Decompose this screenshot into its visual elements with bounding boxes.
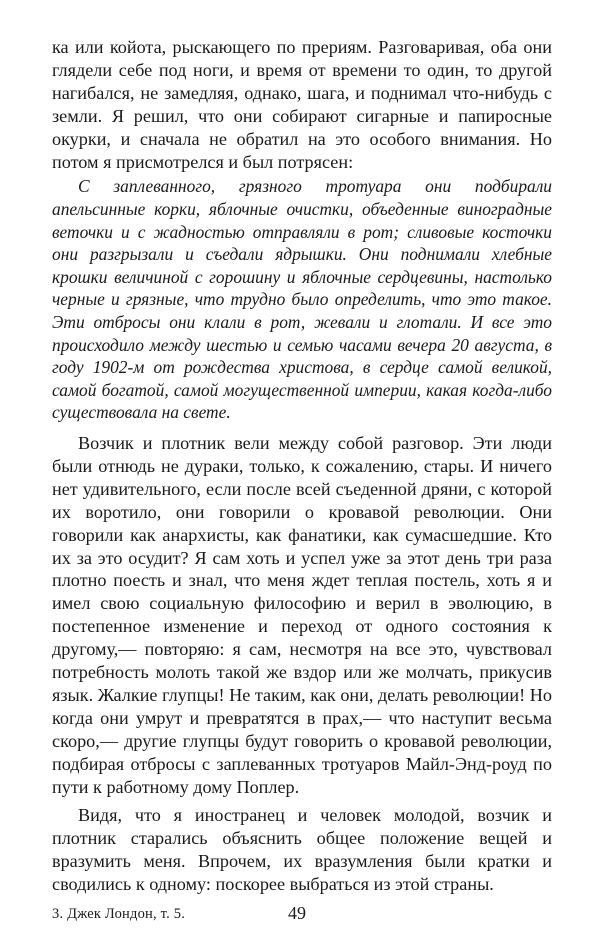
paragraph-carter-and-carpenter: Возчик и плотник вели между собой разговор. Эти люди были отнюдь не дураки, только, к сожалению, стары. И ничего нет удивительного, если после всей съеденной дряни, с которой их воротило, они говорили о кровавой революции. Они говорили как анархисты, как фанатики, как сумасшедшие. Кто их за это осудит? Я сам хоть и успел уже за этот день три раза плотно поесть и знал, что меня ждет теплая постель, хоть я и имел свою социальную философию и верил в эволюцию, в постепенное изменение и переход от одного состояния к другому,— повторяю: я сам, несмотря на все это, чувствовал потребность молоть такой же вздор или же молчать, прикусив язык. Жалкие глупцы! Не таким, как они, делать революции! Но когда они умрут и превратятся в прах,— что наступит весьма скоро,— другие глупцы будут говорить о кровавой революции, подбирая отбросы с заплеванных тротуаров Майл-Энд-роуд по пути к работному дому Поплер. xyxy=(52,432,552,797)
paragraph-italic-quote: С заплеванного, грязного тротуара они подбирали апельсинные корки, яблочные очистки, объеденные виноградные веточки и с жадностью отправляли в рот; сливовые косточки они разгрызали и съедали ядрышки. Они поднимали хлебные крошки величиной с горошину и яблочные сердцевины, настолько черные и грязные, что трудно было определить, что это такое. Эти отбросы они клали в рот, жевали и глотали. И все это происходило между шестью и семью часами вечера 20 августа, в году 1902-м от рождества христова, в сердце самой великой, самой богатой, самой могущественной империи, какая когда-либо существовала на свете. xyxy=(52,176,552,423)
page-number: 49 xyxy=(288,903,306,923)
paragraph-opening-continuation: ка или койота, рыскающего по прериям. Разговаривая, оба они глядели себе под ноги, и время от времени то один, то другой нагибался, не замедляя, однако, шага, и поднимал что-нибудь с земли. Я решил, что они собирают сигарные и папиросные окурки, и сначала не обратил на это особого внимания. Но потом я присмотрелся и был потрясен: xyxy=(52,37,552,172)
printer-signature-mark: 3. Джек Лондон, т. 5. xyxy=(52,906,186,922)
page-footer xyxy=(52,903,552,927)
paragraph-foreigner: Видя, что я иностранец и человек молодой, возчик и плотник старались объяснить общее положение вещей и вразумить меня. Впрочем, их вразумления были кратки и сводились к одному: поскорее выбраться из этой страны. xyxy=(52,805,552,895)
book-page-text xyxy=(52,36,552,896)
